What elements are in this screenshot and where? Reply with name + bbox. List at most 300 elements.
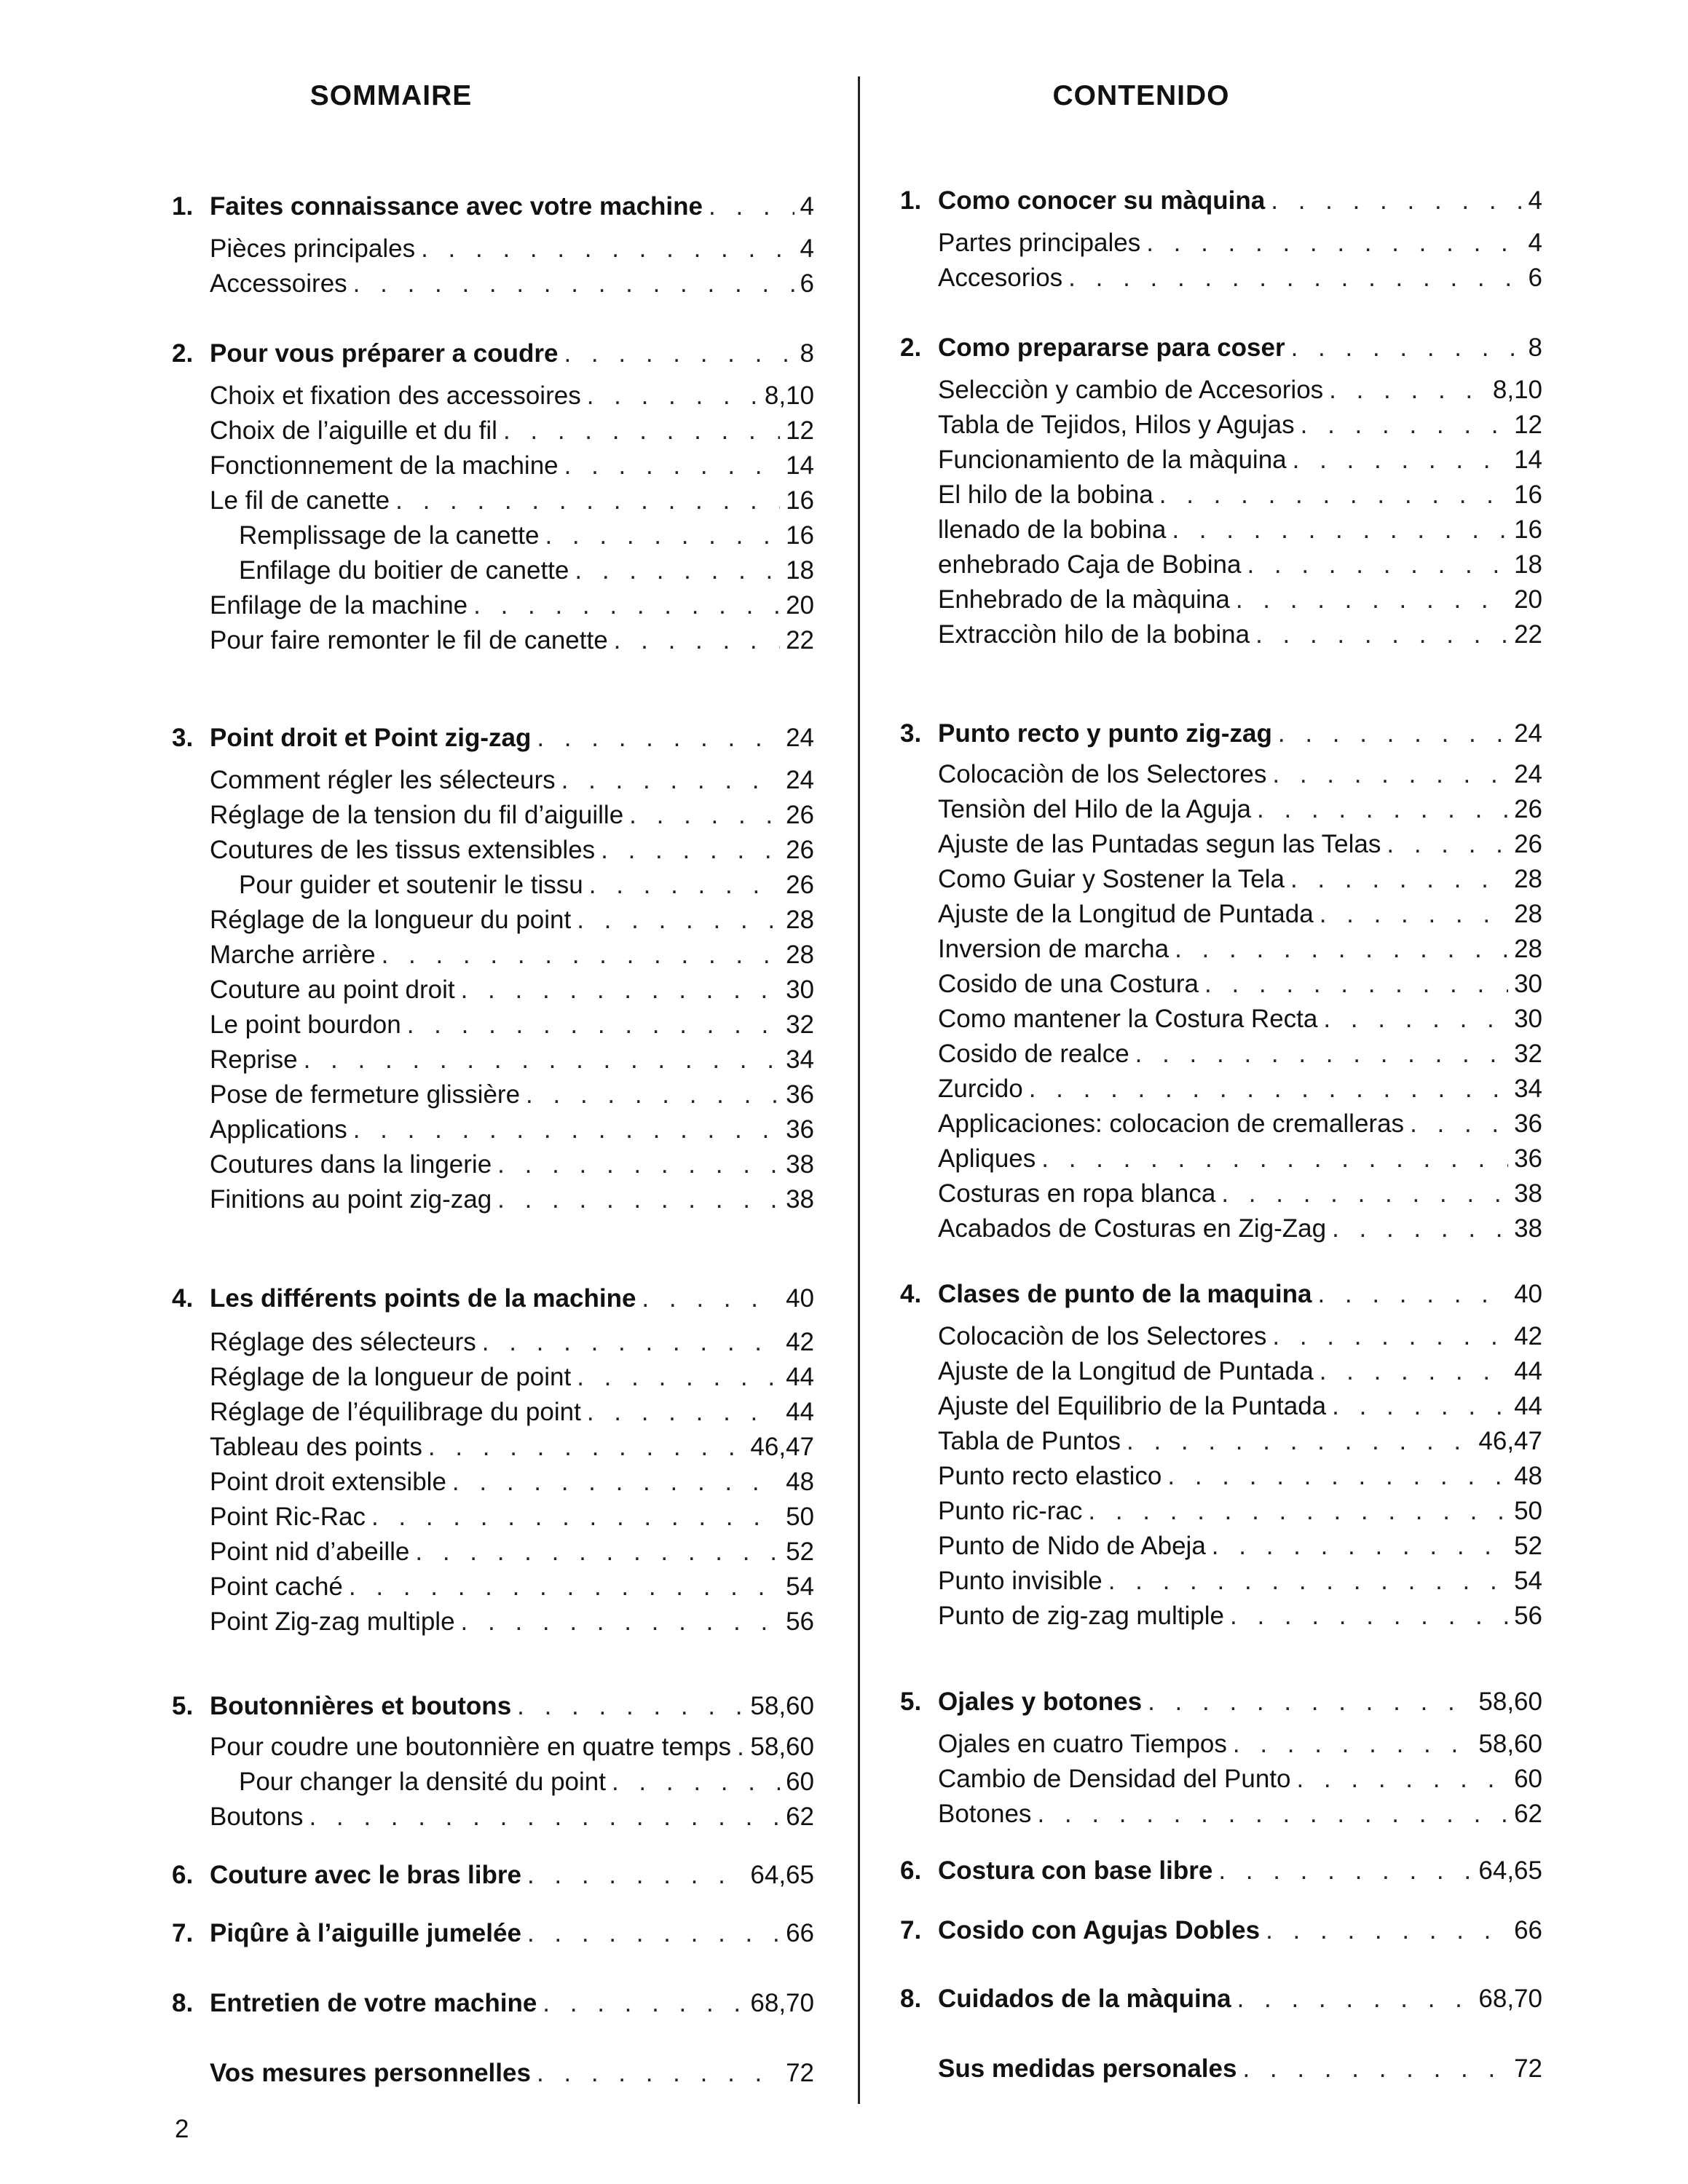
toc-entry: [900, 1037, 1542, 1072]
entry-title: Réglage de la longueur de point: [210, 1363, 572, 1391]
entry-page-number: 20: [786, 591, 814, 620]
entry-title: Apliques: [938, 1144, 1036, 1173]
entry-title: Coutures dans la lingerie: [210, 1150, 492, 1179]
entry-page-number: 8: [800, 339, 814, 368]
dot-leader: [353, 266, 794, 301]
toc-entry: [172, 903, 814, 938]
dot-leader: [1320, 1354, 1508, 1389]
entry-page-number: 34: [1514, 1075, 1542, 1103]
entry-title: Remplissage de la canette: [239, 521, 540, 550]
entry-title: Vos mesures personnelles: [210, 2059, 531, 2087]
entry-page-number: 30: [786, 976, 814, 1004]
toc-entry: [900, 1107, 1542, 1142]
toc-section-entry: [172, 1916, 814, 1951]
entry-page-number: 24: [786, 766, 814, 794]
dot-leader: [1159, 478, 1508, 513]
dot-leader: [482, 1325, 780, 1360]
entry-page-number: 12: [1514, 411, 1542, 439]
dot-leader: [1293, 443, 1508, 478]
toc-entry: [172, 1042, 814, 1077]
entry-title: Acabados de Costuras en Zig-Zag: [938, 1214, 1327, 1243]
dot-leader: [1088, 1494, 1508, 1529]
dot-leader: [415, 1535, 780, 1570]
toc-entry: [172, 483, 814, 518]
entry-title: Zurcido: [938, 1075, 1023, 1103]
toc-entry: [900, 261, 1542, 296]
dot-leader: [1221, 1176, 1508, 1211]
entry-page-number: 4: [1528, 186, 1542, 215]
entry-title: Colocaciòn de los Selectores: [938, 760, 1267, 788]
toc-entry: [172, 518, 814, 553]
entry-title: Punto invisible: [938, 1567, 1103, 1595]
entry-page-number: 56: [1514, 1602, 1542, 1630]
entry-number: 5.: [900, 1688, 922, 1716]
dot-leader: [1108, 1564, 1508, 1599]
entry-page-number: 60: [786, 1768, 814, 1796]
toc-section-entry: [900, 1982, 1542, 2017]
toc-entry: [900, 1529, 1542, 1564]
entry-page-number: 30: [1514, 1005, 1542, 1033]
dot-leader: [473, 588, 780, 623]
dot-leader: [371, 1500, 780, 1535]
entry-title: Ajuste de la Longitud de Puntada: [938, 900, 1314, 928]
toc-entry: [900, 1319, 1542, 1354]
dot-leader: [382, 938, 780, 973]
toc-entry: [900, 617, 1542, 652]
entry-page-number: 40: [1514, 1280, 1542, 1308]
entry-page-number: 26: [1514, 795, 1542, 823]
toc-entry: [172, 1730, 814, 1765]
entry-title: Le point bourdon: [210, 1010, 401, 1039]
entry-title: Applicaciones: colocacion de cremalleras: [938, 1109, 1405, 1138]
entry-page-number: 64,65: [1478, 1856, 1542, 1885]
toc-entry: [900, 932, 1542, 967]
entry-title: Couture avec le bras libre: [210, 1861, 521, 1889]
dot-leader: [497, 1147, 780, 1182]
dot-leader: [349, 1570, 780, 1605]
dot-leader: [428, 1430, 745, 1465]
entry-title: Comment régler les sélecteurs: [210, 766, 556, 794]
dot-leader: [612, 1765, 780, 1800]
entry-title: Como conocer su màquina: [938, 186, 1266, 215]
entry-title: Ajuste del Equilibrio de la Puntada: [938, 1392, 1327, 1420]
entry-title: Extracciòn hilo de la bobina: [938, 620, 1250, 649]
entry-page-number: 38: [786, 1185, 814, 1214]
toc-entry: [172, 868, 814, 903]
toc-entry: [172, 1112, 814, 1147]
dot-leader: [642, 1281, 780, 1316]
entry-title: Coutures de les tissus extensibles: [210, 836, 596, 864]
entry-page-number: 36: [1514, 1144, 1542, 1173]
entry-title: Sus medidas personales: [938, 2054, 1237, 2083]
entry-page-number: 28: [786, 906, 814, 934]
toc-entry: [900, 443, 1542, 478]
dot-leader: [1271, 183, 1522, 218]
entry-page-number: 68,70: [1478, 1985, 1542, 2013]
entry-page-number: 50: [786, 1503, 814, 1531]
toc-entry: [900, 1459, 1542, 1494]
entry-title: Enfilage de la machine: [210, 591, 468, 620]
toc-entry: [900, 967, 1542, 1002]
entry-title: Punto de Nido de Abeja: [938, 1532, 1206, 1560]
entry-number: 6.: [900, 1856, 922, 1885]
entry-title: Cosido con Agujas Dobles: [938, 1916, 1261, 1944]
dot-leader: [1242, 2052, 1508, 2086]
toc-entry: [172, 623, 814, 658]
dot-leader: [1127, 1424, 1472, 1459]
entry-title: Reprise: [210, 1045, 298, 1074]
entry-title: Piqûre à l’aiguille jumelée: [210, 1919, 521, 1947]
entry-page-number: 50: [1514, 1497, 1542, 1525]
toc-entry: [172, 1360, 814, 1395]
toc-entry: [900, 1072, 1542, 1107]
dot-leader: [309, 1800, 780, 1835]
entry-page-number: 4: [1528, 229, 1542, 257]
entry-page-number: 58,60: [750, 1733, 814, 1761]
dot-leader: [527, 1858, 744, 1893]
toc-entry: [172, 232, 814, 266]
toc-entry: [900, 792, 1542, 827]
dot-leader: [1135, 1037, 1508, 1072]
entry-title: Le fil de canette: [210, 486, 390, 515]
entry-page-number: 54: [786, 1572, 814, 1601]
toc-entry: [172, 1605, 814, 1639]
toc-section-entry: [900, 1277, 1542, 1312]
entry-title: Pose de fermeture glissière: [210, 1080, 521, 1109]
entry-page-number: 36: [786, 1080, 814, 1109]
toc-entry: [172, 414, 814, 448]
dot-leader: [1236, 582, 1508, 617]
entry-title: Pour vous préparer a coudre: [210, 339, 559, 368]
toc-entry: [900, 827, 1542, 862]
entry-number: 7.: [900, 1916, 922, 1944]
entry-number: 5.: [172, 1692, 194, 1720]
entry-page-number: 46,47: [750, 1433, 814, 1461]
entry-title: Pièces principales: [210, 234, 416, 263]
entry-page-number: 16: [1514, 515, 1542, 544]
dot-leader: [407, 1008, 780, 1042]
entry-page-number: 42: [1514, 1322, 1542, 1350]
toc-entry: [172, 798, 814, 833]
entry-number: 4.: [172, 1284, 194, 1313]
dot-leader: [1332, 1389, 1508, 1424]
entry-page-number: 54: [1514, 1567, 1542, 1595]
entry-page-number: 48: [786, 1468, 814, 1496]
toc-entry: [900, 1762, 1542, 1797]
toc-entry: [900, 1797, 1542, 1832]
dot-leader: [526, 1077, 780, 1112]
toc-entry: [172, 1765, 814, 1800]
dot-leader: [1237, 1982, 1473, 2017]
entry-title: Couture au point droit: [210, 976, 455, 1004]
dot-leader: [1296, 1762, 1508, 1797]
entry-page-number: 32: [1514, 1040, 1542, 1068]
toc-section-entry: [900, 1685, 1542, 1720]
column-heading: CONTENIDO: [1052, 80, 1230, 111]
entry-page-number: 8,10: [764, 381, 814, 410]
entry-page-number: 60: [1514, 1765, 1542, 1793]
entry-page-number: 26: [786, 871, 814, 899]
dot-leader: [564, 448, 780, 483]
entry-title: Cuidados de la màquina: [938, 1985, 1231, 2013]
toc-entry: [900, 373, 1542, 408]
dot-leader: [1257, 792, 1508, 827]
entry-number: 1.: [172, 192, 194, 221]
dot-leader: [545, 518, 780, 553]
entry-page-number: 6: [1528, 264, 1542, 292]
entry-title: El hilo de la bobina: [938, 480, 1153, 509]
toc-entry: [900, 1564, 1542, 1599]
toc-entry: [900, 757, 1542, 792]
entry-title: Como mantener la Costura Recta: [938, 1005, 1318, 1033]
entry-title: Fonctionnement de la machine: [210, 451, 559, 480]
toc-entry: [172, 1535, 814, 1570]
toc-entry: [900, 478, 1542, 513]
toc-entry: [172, 1325, 814, 1360]
toc-section-entry: [900, 1913, 1542, 1948]
entry-number: 3.: [172, 724, 194, 752]
entry-title: Clases de punto de la maquina: [938, 1280, 1312, 1308]
entry-page-number: 56: [786, 1607, 814, 1636]
entry-number: 8.: [900, 1985, 922, 2013]
toc-entry: [900, 547, 1542, 582]
entry-title: Ojales en cuatro Tiempos: [938, 1730, 1227, 1758]
dot-leader: [304, 1042, 780, 1077]
toc-entry: [172, 1182, 814, 1217]
dot-leader: [1301, 408, 1508, 443]
dot-leader: [589, 868, 780, 903]
toc-column-spanish: [900, 0, 1542, 2184]
dot-leader: [587, 379, 759, 414]
entry-page-number: 26: [786, 801, 814, 829]
entry-page-number: 24: [1514, 719, 1542, 748]
dot-leader: [1329, 373, 1487, 408]
entry-page-number: 14: [1514, 446, 1542, 474]
entry-page-number: 52: [1514, 1532, 1542, 1560]
entry-page-number: 22: [1514, 620, 1542, 649]
entry-page-number: 40: [786, 1284, 814, 1313]
dot-leader: [497, 1182, 780, 1217]
entry-page-number: 46,47: [1478, 1427, 1542, 1455]
entry-title: Pour coudre une boutonnière en quatre temps: [210, 1733, 732, 1761]
entry-title: Point Ric-Rac: [210, 1503, 366, 1531]
entry-title: Boutons: [210, 1803, 304, 1831]
toc-section-entry: [900, 2052, 1542, 2086]
entry-page-number: 18: [1514, 550, 1542, 579]
dot-leader: [601, 833, 780, 868]
entry-title: Réglage de la tension du fil d’aiguille: [210, 801, 624, 829]
entry-page-number: 28: [1514, 900, 1542, 928]
toc-entry: [172, 1800, 814, 1835]
entry-title: Colocaciòn de los Selectores: [938, 1322, 1267, 1350]
dot-leader: [1278, 716, 1508, 751]
toc-entry: [900, 1599, 1542, 1634]
dot-leader: [537, 2056, 780, 2091]
entry-title: Botones: [938, 1800, 1032, 1828]
column-divider: [858, 76, 860, 2104]
dot-leader: [1172, 513, 1508, 547]
dot-leader: [452, 1465, 780, 1500]
dot-leader: [1233, 1727, 1473, 1762]
entry-title: Punto ric-rac: [938, 1497, 1083, 1525]
dot-leader: [421, 232, 794, 266]
toc-entry: [172, 448, 814, 483]
entry-title: Punto recto y punto zig-zag: [938, 719, 1272, 748]
entry-page-number: 58,60: [750, 1692, 814, 1720]
entry-title: Tensiòn del Hilo de la Aguja: [938, 795, 1252, 823]
toc-entry: [172, 1570, 814, 1605]
entry-title: enhebrado Caja de Bobina: [938, 550, 1242, 579]
entry-page-number: 44: [1514, 1392, 1542, 1420]
entry-page-number: 20: [1514, 585, 1542, 614]
entry-title: Point droit et Point zig-zag: [210, 724, 532, 752]
toc-section-entry: [900, 183, 1542, 218]
toc-entry: [900, 1211, 1542, 1246]
entry-page-number: 4: [800, 192, 814, 221]
dot-leader: [353, 1112, 780, 1147]
entry-title: Tabla de Tejidos, Hilos y Agujas: [938, 411, 1295, 439]
entry-page-number: 12: [786, 416, 814, 445]
entry-title: Point Zig-zag multiple: [210, 1607, 455, 1636]
dot-leader: [1317, 1277, 1508, 1312]
dot-leader: [564, 336, 794, 371]
entry-title: Pour changer la densité du point: [239, 1768, 606, 1796]
toc-section-entry: [900, 331, 1542, 365]
dot-leader: [1272, 757, 1508, 792]
entry-title: Como Guiar y Sostener la Tela: [938, 865, 1285, 893]
toc-entry: [900, 1494, 1542, 1529]
toc-entry: [172, 553, 814, 588]
dot-leader: [527, 1916, 780, 1951]
toc-section-entry: [172, 1281, 814, 1316]
dot-leader: [1332, 1211, 1508, 1246]
entry-page-number: 14: [786, 451, 814, 480]
dot-leader: [1255, 617, 1508, 652]
dot-leader: [577, 1360, 780, 1395]
dot-leader: [395, 483, 780, 518]
dot-leader: [577, 903, 780, 938]
entry-page-number: 64,65: [750, 1861, 814, 1889]
toc-entry: [900, 408, 1542, 443]
page-number: 2: [175, 2115, 189, 2143]
dot-leader: [461, 1605, 781, 1639]
toc-entry: [900, 1002, 1542, 1037]
entry-title: Selecciòn y cambio de Accesorios: [938, 376, 1324, 404]
dot-leader: [561, 763, 780, 798]
dot-leader: [1387, 827, 1508, 862]
toc-entry: [900, 1176, 1542, 1211]
entry-title: Ajuste de la Longitud de Puntada: [938, 1357, 1314, 1385]
dot-leader: [1146, 226, 1522, 261]
toc-entry: [900, 1424, 1542, 1459]
entry-page-number: 58,60: [1478, 1688, 1542, 1716]
entry-number: 7.: [172, 1919, 194, 1947]
toc-section-entry: [900, 716, 1542, 751]
dot-leader: [575, 553, 780, 588]
entry-title: Réglage des sélecteurs: [210, 1328, 476, 1356]
entry-title: Les différents points de la machine: [210, 1284, 636, 1313]
dot-leader: [1037, 1797, 1508, 1832]
entry-number: 1.: [900, 186, 922, 215]
entry-page-number: 22: [786, 626, 814, 654]
dot-leader: [614, 623, 780, 658]
entry-title: Finitions au point zig-zag: [210, 1185, 492, 1214]
dot-leader: [587, 1395, 780, 1430]
entry-page-number: 48: [1514, 1462, 1542, 1490]
entry-title: Como prepararse para coser: [938, 333, 1285, 362]
dot-leader: [461, 973, 780, 1008]
entry-page-number: 68,70: [750, 1989, 814, 2017]
entry-title: Costura con base libre: [938, 1856, 1213, 1885]
entry-title: Enfilage du boitier de canette: [239, 556, 569, 585]
dot-leader: [1290, 862, 1508, 897]
dot-leader: [1068, 261, 1522, 296]
dot-leader: [1410, 1107, 1508, 1142]
toc-entry: [900, 1354, 1542, 1389]
dot-leader: [1148, 1685, 1472, 1720]
dot-leader: [737, 1730, 744, 1765]
entry-page-number: 44: [786, 1363, 814, 1391]
dot-leader: [1230, 1599, 1508, 1634]
entry-page-number: 16: [1514, 480, 1542, 509]
entry-page-number: 36: [786, 1115, 814, 1144]
entry-page-number: 52: [786, 1538, 814, 1566]
entry-title: Partes principales: [938, 229, 1141, 257]
toc-section-entry: [172, 1689, 814, 1724]
entry-page-number: 8: [1528, 333, 1542, 362]
entry-page-number: 16: [786, 486, 814, 515]
entry-page-number: 28: [1514, 935, 1542, 963]
entry-page-number: 42: [786, 1328, 814, 1356]
entry-page-number: 28: [786, 941, 814, 969]
entry-page-number: 36: [1514, 1109, 1542, 1138]
entry-page-number: 24: [786, 724, 814, 752]
entry-title: Pour faire remonter le fil de canette: [210, 626, 608, 654]
toc-entry: [172, 833, 814, 868]
toc-entry: [172, 763, 814, 798]
toc-entry: [900, 1727, 1542, 1762]
entry-title: Cosido de una Costura: [938, 970, 1199, 998]
entry-title: Tabla de Puntos: [938, 1427, 1121, 1455]
entry-page-number: 72: [1514, 2054, 1542, 2083]
toc-entry: [172, 266, 814, 301]
entry-page-number: 4: [800, 234, 814, 263]
entry-page-number: 6: [800, 269, 814, 298]
entry-title: Accesorios: [938, 264, 1063, 292]
entry-page-number: 34: [786, 1045, 814, 1074]
entry-title: Accessoires: [210, 269, 347, 298]
entry-title: Choix et fixation des accessoires: [210, 381, 581, 410]
dot-leader: [537, 721, 780, 756]
entry-page-number: 32: [786, 1010, 814, 1039]
entry-title: Marche arrière: [210, 941, 376, 969]
dot-leader: [543, 1986, 744, 2021]
dot-leader: [1041, 1142, 1508, 1176]
entry-title: Choix de l’aiguille et du fil: [210, 416, 497, 445]
entry-title: Costuras en ropa blanca: [938, 1179, 1216, 1208]
entry-number: 4.: [900, 1280, 922, 1308]
dot-leader: [709, 189, 794, 224]
entry-title: Cambio de Densidad del Punto: [938, 1765, 1291, 1793]
toc-entry: [172, 588, 814, 623]
toc-entry: [900, 862, 1542, 897]
toc-entry: [900, 1389, 1542, 1424]
entry-page-number: 16: [786, 521, 814, 550]
entry-title: Inversion de marcha: [938, 935, 1170, 963]
toc-entry: [172, 1395, 814, 1430]
toc-entry: [172, 1008, 814, 1042]
entry-page-number: 8,10: [1492, 376, 1542, 404]
